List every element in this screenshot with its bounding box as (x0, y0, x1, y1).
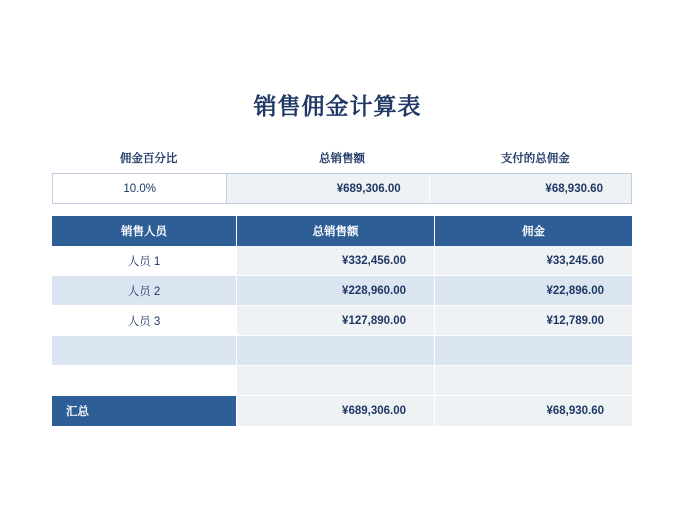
column-header-salesperson: 销售人员 (52, 216, 237, 246)
table-row (52, 306, 632, 336)
column-header-commission: 佣金 (522, 226, 545, 238)
cell-salesperson[interactable] (52, 366, 237, 395)
cell-commission[interactable] (435, 336, 632, 365)
commission-table (52, 216, 632, 426)
cell-commission[interactable]: ¥12,789.00 (435, 306, 632, 335)
summary-value-commission-rate[interactable]: 10.0% (53, 174, 227, 203)
table-row (52, 336, 632, 366)
table-row (52, 246, 632, 276)
cell-total-sales[interactable]: ¥332,456.00 (237, 246, 435, 275)
summary-header-total-commission: 支付的总佣金 (500, 153, 570, 165)
footer-total-sales[interactable]: ¥689,306.00 (237, 396, 435, 426)
table-row (52, 366, 632, 396)
cell-commission[interactable] (435, 366, 632, 395)
footer-label: 汇总 (52, 396, 237, 426)
cell-salesperson[interactable] (52, 336, 237, 365)
table-footer-row (52, 396, 632, 426)
summary-value-total-commission[interactable]: ¥68,930.60 (430, 174, 631, 203)
summary-value-row (52, 173, 632, 204)
column-header-total-sales: 总销售额 (237, 216, 435, 246)
cell-total-sales[interactable] (237, 336, 435, 365)
cell-total-sales[interactable]: ¥127,890.00 (237, 306, 435, 335)
footer-total-commission[interactable]: ¥68,930.60 (435, 396, 632, 426)
cell-commission[interactable]: ¥22,896.00 (435, 276, 632, 305)
summary-value-total-sales[interactable]: ¥689,306.00 (227, 174, 429, 203)
cell-salesperson[interactable]: 人员 1 (52, 246, 237, 275)
cell-salesperson[interactable]: 人员 3 (52, 306, 237, 335)
cell-salesperson[interactable]: 人员 2 (52, 276, 237, 305)
table-header-row (52, 216, 632, 246)
page-title: 销售佣金计算表 (253, 93, 422, 119)
summary-header-commission-rate: 佣金百分比 (119, 153, 178, 165)
summary-header-row (52, 150, 632, 173)
cell-commission[interactable]: ¥33,245.60 (435, 246, 632, 275)
summary-header-total-sales: 总销售额 (318, 153, 365, 165)
cell-total-sales[interactable] (237, 366, 435, 395)
summary-block (52, 150, 632, 204)
table-row (52, 276, 632, 306)
cell-total-sales[interactable]: ¥228,960.00 (237, 276, 435, 305)
